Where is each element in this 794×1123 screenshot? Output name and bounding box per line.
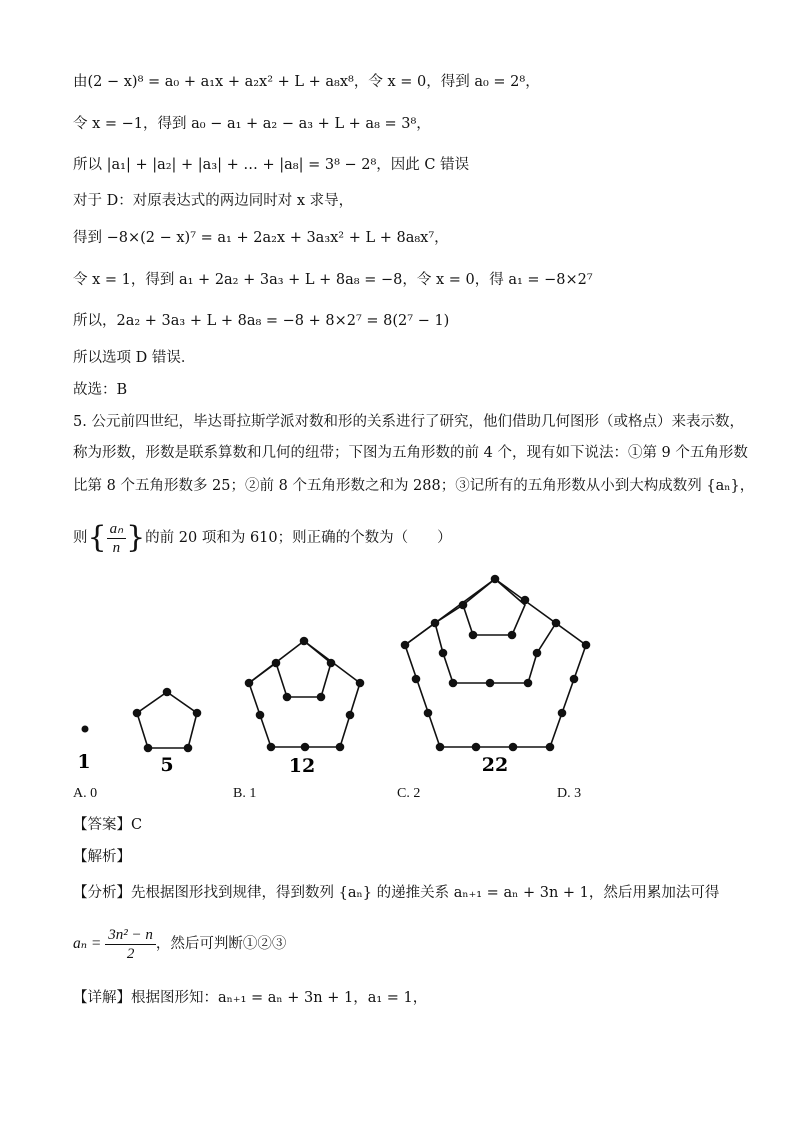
option-b: B. 1 bbox=[233, 786, 257, 801]
right-brace: } bbox=[126, 520, 146, 555]
solution-line-2: 令 x = −1，得到 a₀ − a₁ + a₂ − a₃ + L + a₈ = 3⁸， bbox=[73, 116, 431, 132]
fraction-denominator: n bbox=[112, 539, 121, 556]
detail-tag: 【详解】 bbox=[73, 990, 131, 1006]
problem-line-4-suffix: 的前 20 项和为 610；则正确的个数为（ ） bbox=[145, 530, 452, 546]
solution-line-7: 所以，2a₂ + 3a₃ + L + 8a₈ = −8 + 8×2⁷ = 8(2⁷ − 1) bbox=[73, 313, 450, 329]
pentagon-5 bbox=[134, 689, 201, 752]
problem-line-1: 5. 公元前四世纪，毕达哥拉斯学派对数和形的关系进行了研究，他们借助几何图形（或格点）来表示数， bbox=[73, 414, 744, 430]
analysis-tag: 【解析】 bbox=[73, 849, 131, 865]
fenxi-denominator: 2 bbox=[126, 945, 135, 962]
fenxi-text-2: ，然后可判断①②③ bbox=[155, 936, 287, 952]
solution-line-6: 令 x = 1，得到 a₁ + 2a₂ + 3a₃ + L + 8a₈ = −8，令 x = 0，得 a₁ = −8×2⁷ bbox=[73, 272, 593, 288]
fenxi-line-2 bbox=[73, 924, 286, 964]
answer-line bbox=[73, 815, 142, 835]
figure-label-12: 12 bbox=[288, 755, 316, 777]
figure-label-1: 1 bbox=[77, 751, 91, 773]
solution-line-3: 所以 |a₁| + |a₂| + |a₃| + … + |a₈| = 3⁸ − 2⁸，因此 C 错误 bbox=[73, 157, 470, 173]
fenxi-text-1: 先根据图形找到规律，得到数列 {aₙ} 的递推关系 aₙ₊₁ = aₙ + 3n + 1，然后用累加法可得 bbox=[131, 885, 720, 901]
fraction-an-over-n bbox=[107, 520, 126, 557]
pentagon-12 bbox=[246, 638, 364, 751]
analysis-line bbox=[73, 847, 131, 867]
option-c: C. 2 bbox=[397, 786, 421, 801]
problem-line-3: 比第 8 个五角形数多 25；②前 8 个五角形数之和为 288；③记所有的五角形数从小到大构成数列 {aₙ}， bbox=[73, 478, 755, 494]
fenxi-fraction bbox=[105, 926, 156, 963]
fenxi-tag: 【分析】 bbox=[73, 885, 131, 901]
figure-label-5: 5 bbox=[160, 754, 174, 776]
solution-line-5: 得到 −8×(2 − x)⁷ = a₁ + 2a₂x + 3a₃x² + L + 8a₈x⁷， bbox=[73, 230, 449, 246]
answer-tag: 【答案】 bbox=[73, 817, 131, 833]
option-a: A. 0 bbox=[73, 786, 98, 801]
dot bbox=[82, 726, 89, 733]
fenxi-lhs: aₙ = bbox=[73, 935, 106, 952]
detail-text: 根据图形知：aₙ₊₁ = aₙ + 3n + 1，a₁ = 1， bbox=[131, 990, 428, 1006]
option-d: D. 3 bbox=[557, 786, 582, 801]
solution-line-9: 故选：B bbox=[73, 382, 128, 398]
fenxi-numerator: 3n² − n bbox=[105, 926, 156, 945]
problem-line-2: 称为形数，形数是联系算数和几何的纽带；下图为五角形数的前 4 个，现有如下说法：①第 9 个五角形数 bbox=[73, 445, 748, 461]
pentagon-22 bbox=[402, 576, 590, 751]
pentagon-1 bbox=[82, 726, 89, 733]
left-brace: { bbox=[87, 520, 107, 555]
pentagonal-numbers-figure bbox=[60, 565, 620, 780]
solution-line-8: 所以选项 D 错误． bbox=[73, 350, 196, 366]
solution-line-1: 由(2 − x)⁸ = a₀ + a₁x + a₂x² + L + a₈x⁸，令 x = 0，得到 a₀ = 2⁸， bbox=[73, 74, 540, 90]
figure-label-22: 22 bbox=[481, 754, 509, 776]
problem-line-4-prefix: 则 bbox=[73, 530, 88, 546]
problem-line-4 bbox=[73, 518, 452, 558]
fenxi-line-1 bbox=[73, 883, 719, 903]
answer-value: C bbox=[131, 817, 143, 833]
fraction-numerator: aₙ bbox=[107, 520, 126, 539]
detail-line bbox=[73, 988, 427, 1008]
solution-line-4: 对于 D：对原表达式的两边同时对 x 求导， bbox=[73, 193, 354, 209]
